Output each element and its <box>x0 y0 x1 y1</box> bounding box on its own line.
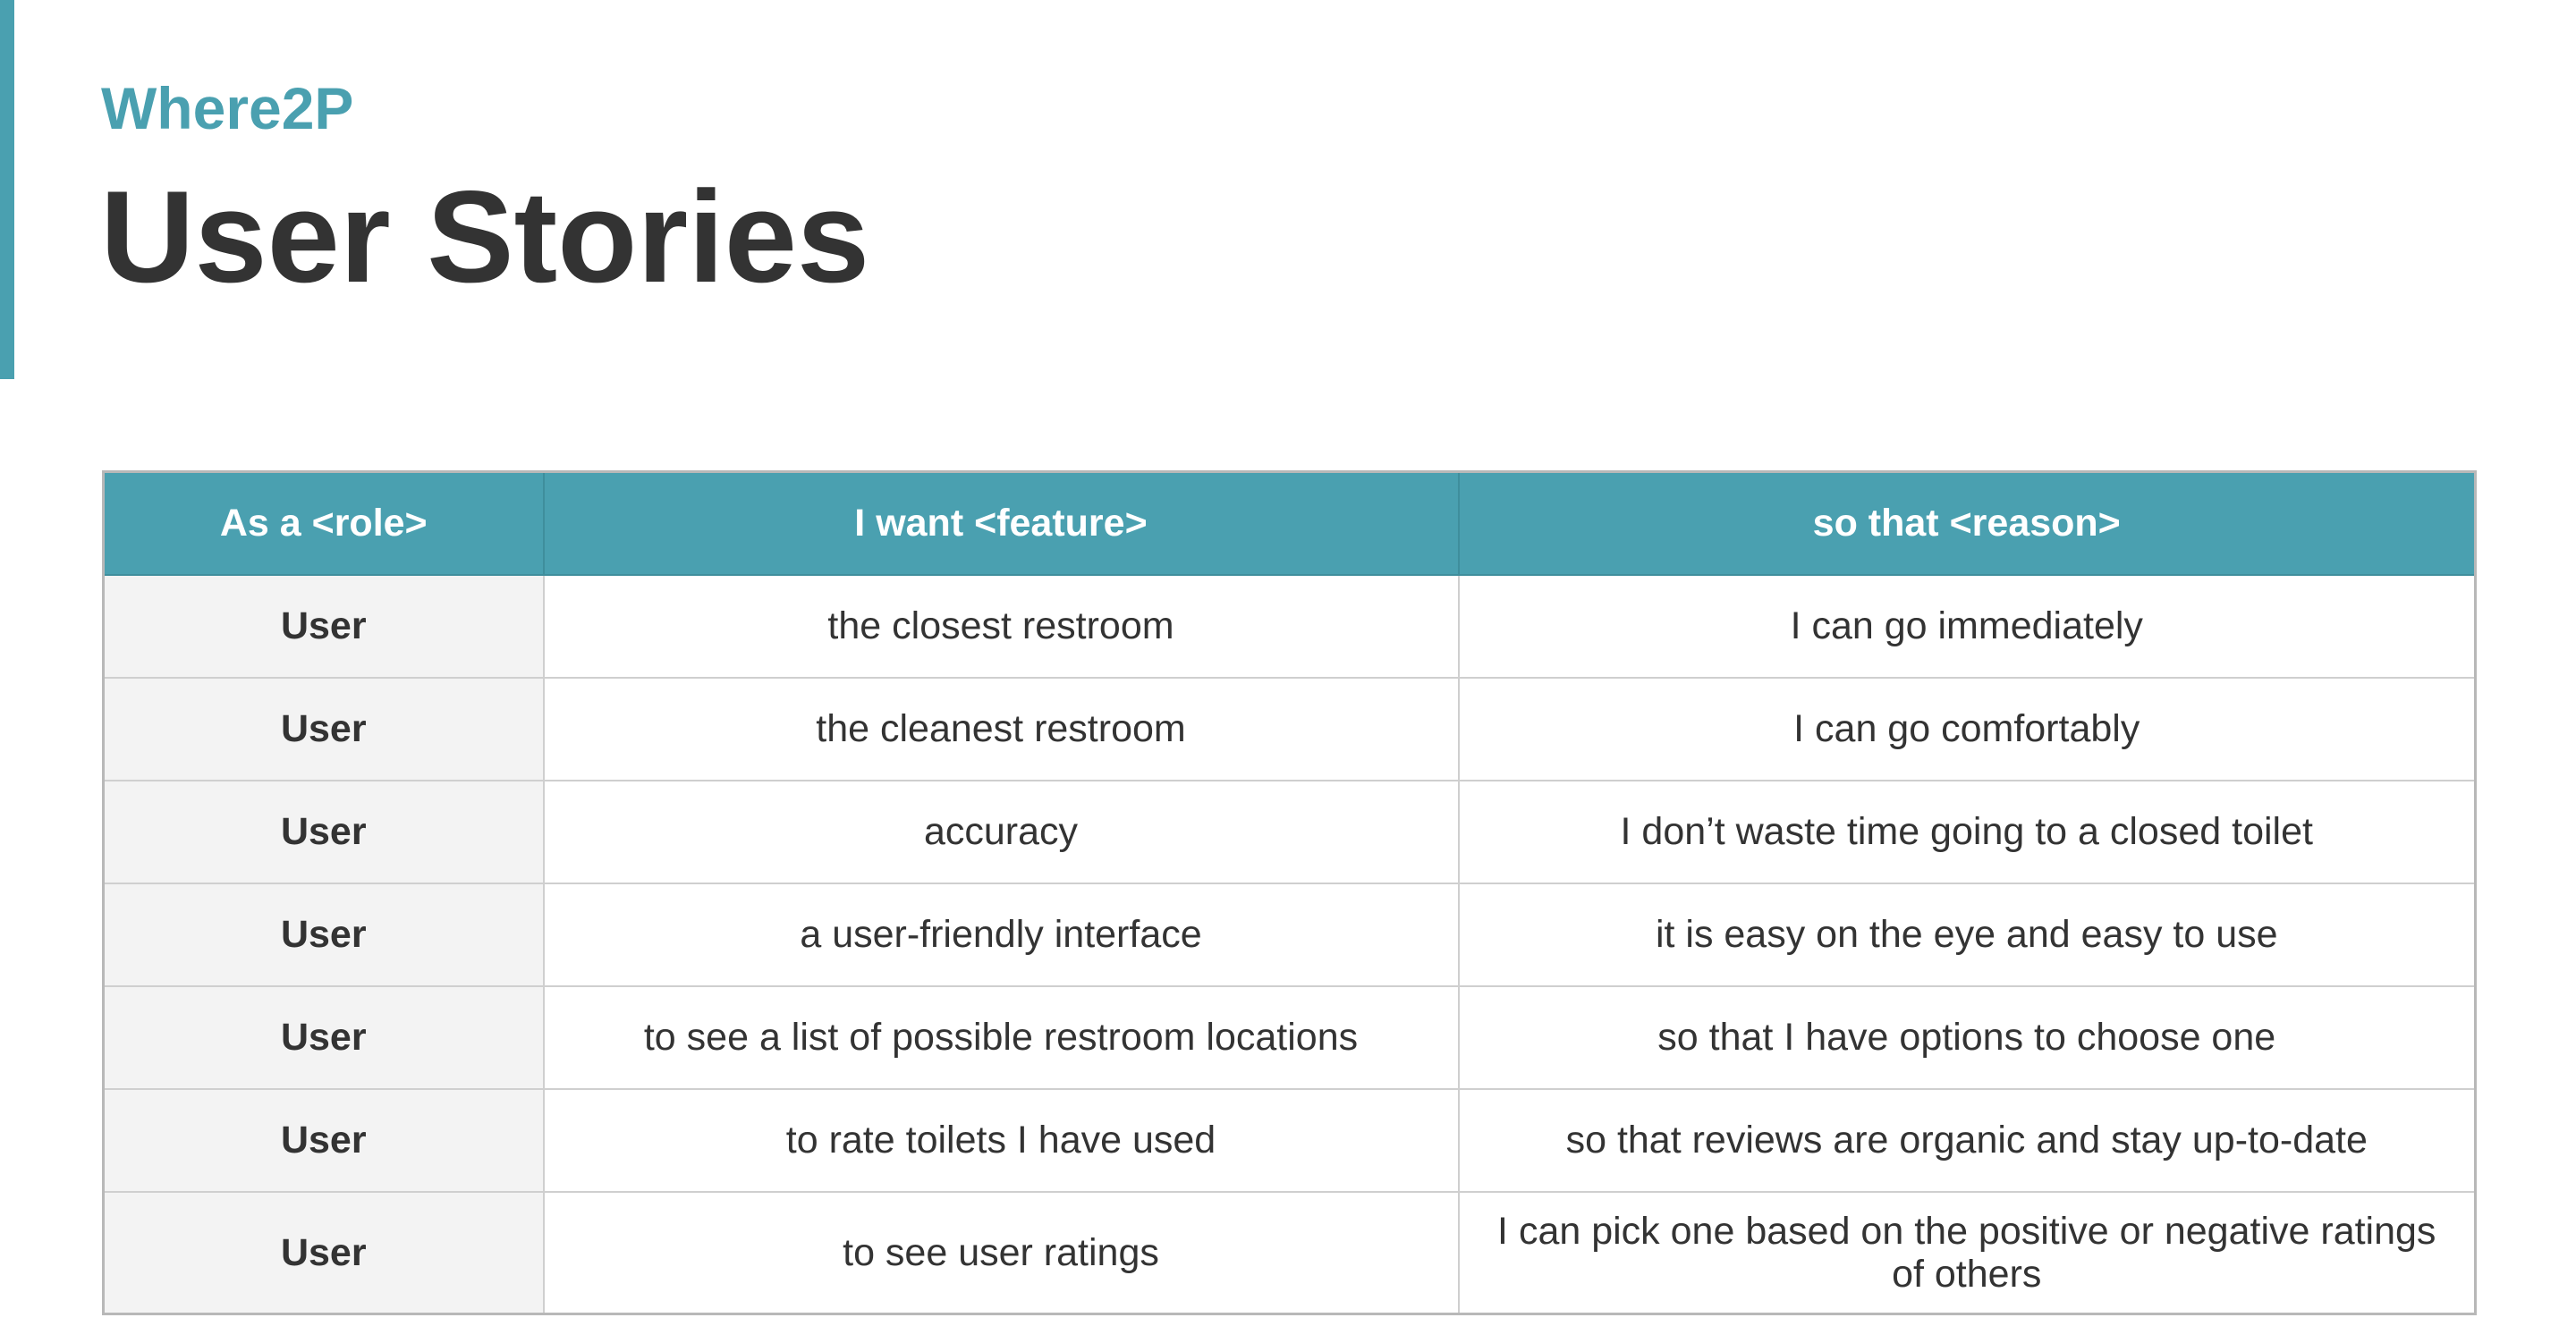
header-feature: I want <feature> <box>544 472 1459 576</box>
table-row <box>104 1192 2476 1314</box>
cell-reason: so that I have options to choose one <box>1459 986 2476 1089</box>
header-reason: so that <reason> <box>1459 472 2476 576</box>
page-title: User Stories <box>100 164 870 309</box>
cell-feature: accuracy <box>544 781 1459 883</box>
cell-role: User <box>104 781 544 883</box>
table-row <box>104 986 2476 1089</box>
cell-feature: a user-friendly interface <box>544 883 1459 986</box>
cell-reason: I can go comfortably <box>1459 678 2476 781</box>
table-header-row <box>104 472 2476 576</box>
table-row <box>104 781 2476 883</box>
cell-feature: the closest restroom <box>544 575 1459 678</box>
cell-reason: I can pick one based on the positive or negative ratings of others <box>1459 1192 2476 1314</box>
accent-bar <box>0 0 14 379</box>
user-stories-table <box>102 470 2477 1315</box>
cell-role: User <box>104 575 544 678</box>
cell-reason: so that reviews are organic and stay up-to-date <box>1459 1089 2476 1192</box>
cell-role: User <box>104 986 544 1089</box>
table-row <box>104 883 2476 986</box>
table-row <box>104 575 2476 678</box>
brand-name: Where2P <box>101 75 354 141</box>
cell-feature: to rate toilets I have used <box>544 1089 1459 1192</box>
cell-feature: the cleanest restroom <box>544 678 1459 781</box>
cell-role: User <box>104 1089 544 1192</box>
user-stories-table-container <box>102 470 2474 1315</box>
cell-reason: I don’t waste time going to a closed toilet <box>1459 781 2476 883</box>
cell-feature: to see user ratings <box>544 1192 1459 1314</box>
cell-role: User <box>104 1192 544 1314</box>
table-row <box>104 678 2476 781</box>
cell-role: User <box>104 883 544 986</box>
cell-reason: I can go immediately <box>1459 575 2476 678</box>
cell-role: User <box>104 678 544 781</box>
cell-feature: to see a list of possible restroom locations <box>544 986 1459 1089</box>
cell-reason: it is easy on the eye and easy to use <box>1459 883 2476 986</box>
table-row <box>104 1089 2476 1192</box>
header-role: As a <role> <box>104 472 544 576</box>
